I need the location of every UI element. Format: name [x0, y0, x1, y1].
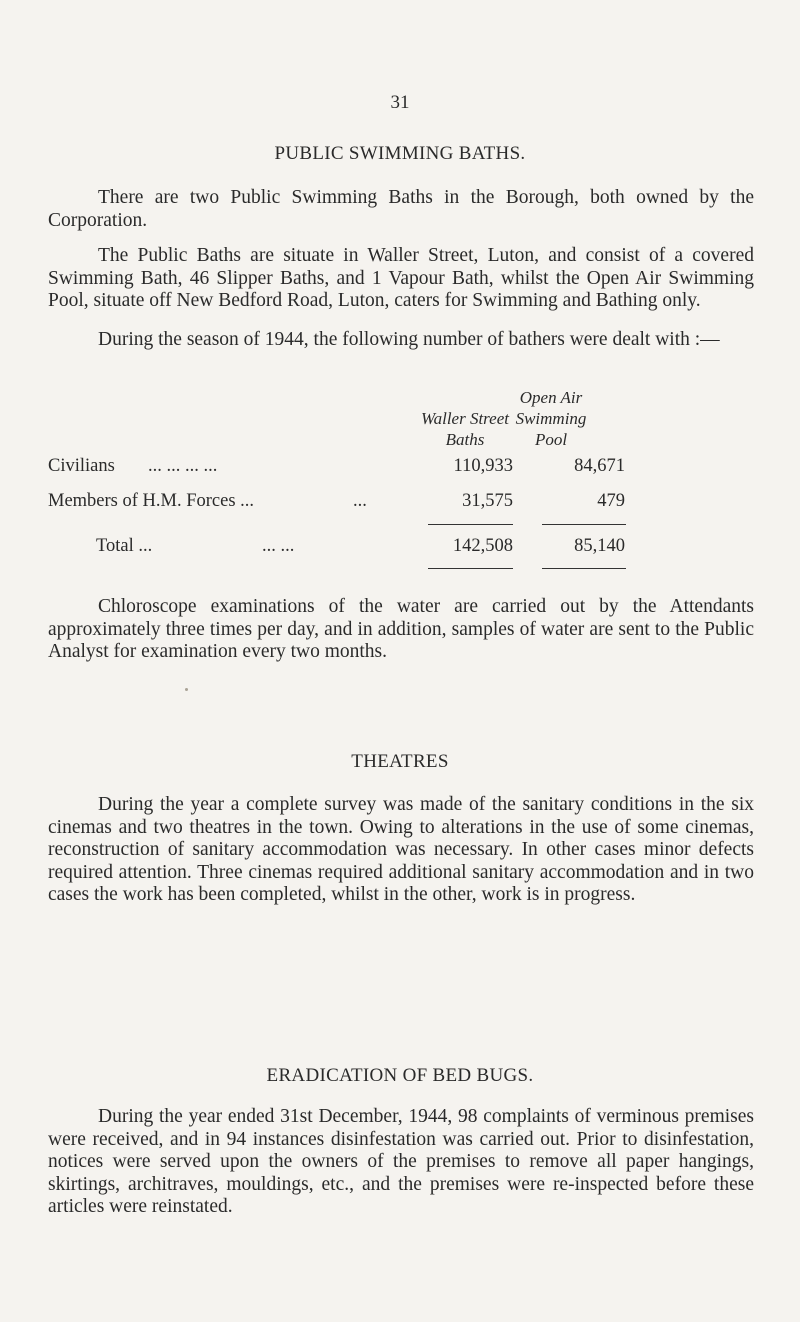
row-label-forces: Members of H.M. Forces ... — [48, 491, 255, 511]
row-label-total: Total ... — [96, 536, 153, 556]
row-leader-dots: ... — [353, 491, 367, 511]
cell-total-waller: 142,508 — [452, 536, 513, 556]
subtotal-rule-open-air — [542, 524, 626, 525]
bed-bugs-paragraph: During the year ended 31st December, 1944, 98 complaints of verminous premises were received, and in 94 instances disinfestation was carried out. Prior to disinfestation, notices were served upon the owners of the premises to remove all paper hangings, skirtings, architraves, mouldings, etc., and the premises were re-inspected before these articles were reinstated. — [48, 1106, 754, 1217]
swimming-paragraph-3: During the season of 1944, the following number of bathers were dealt with :— — [98, 329, 720, 350]
cell-forces-waller: 31,575 — [462, 491, 513, 511]
cell-civilians-open-air: 84,671 — [574, 456, 625, 476]
page-number: 31 — [390, 92, 410, 113]
cell-forces-open-air: 479 — [597, 491, 625, 511]
theatres-paragraph: During the year a complete survey was made of the sanitary conditions in the six cinemas and two theatres in the town. Owing to alterations in the use of some cinemas, reconstruction of sanitary accommodation was necessary. In other cases minor defects required attention. Three cinemas required additional sanitary accommodation and in two cases the work has been completed, whilst in the other, work is in progress. — [48, 794, 754, 905]
col-header-open-air-2: Swimming — [515, 409, 587, 428]
paper-speck — [185, 688, 188, 691]
swimming-paragraph-4: Chloroscope examinations of the water are carried out by the Attendants approximately three times per day, and in addition, samples of water are sent to the Public Analyst for examination every two months. — [48, 596, 754, 662]
total-rule-waller — [428, 568, 513, 569]
swimming-paragraph-2: The Public Baths are situate in Waller Street, Luton, and consist of a covered Swimming Bath, 46 Slipper Baths, and 1 Vapour Bath, whilst the Open Air Swimming Pool, situate off New Bedford Road, Luton, caters for Swimming and Bathing only. — [48, 245, 754, 311]
col-header-waller-1: Waller Street — [421, 409, 509, 428]
col-header-open-air-1: Open Air — [519, 388, 583, 407]
cell-total-open-air: 85,140 — [574, 536, 625, 556]
theatres-heading: THEATRES — [351, 751, 449, 772]
swimming-paragraph-1: There are two Public Swimming Baths in the Borough, both owned by the Corporation. — [48, 187, 754, 231]
cell-civilians-waller: 110,933 — [453, 456, 513, 476]
row-label-civilians: Civilians — [48, 456, 115, 476]
bed-bugs-heading: ERADICATION OF BED BUGS. — [266, 1065, 534, 1086]
col-header-waller-2: Baths — [445, 430, 485, 449]
subtotal-rule-waller — [428, 524, 513, 525]
col-header-open-air-3: Pool — [534, 430, 568, 449]
total-rule-open-air — [542, 568, 626, 569]
row-leader-dots: ... ... — [262, 536, 295, 556]
row-leader-dots: ... ... ... ... — [148, 456, 218, 476]
swimming-baths-heading: PUBLIC SWIMMING BATHS. — [274, 143, 526, 164]
